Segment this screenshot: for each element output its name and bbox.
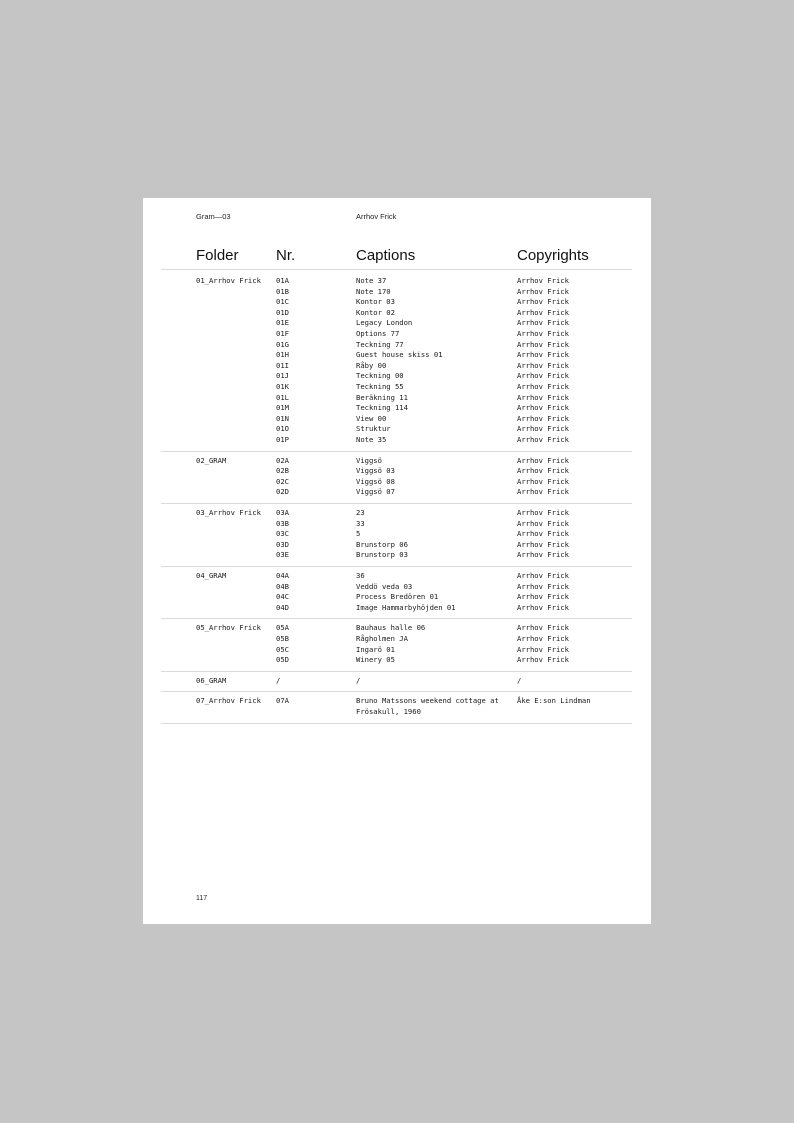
caption-cell: Winery 05 xyxy=(356,655,395,665)
group-divider xyxy=(161,503,632,504)
copyright-cell: Arrhov Frick xyxy=(517,455,569,465)
nr-cell: 02B xyxy=(276,466,289,476)
copyright-cell: Åke E:son Lindman xyxy=(517,696,591,706)
copyright-cell: Arrhov Frick xyxy=(517,424,569,434)
caption-cell: Note 35 xyxy=(356,434,387,444)
table-row xyxy=(143,696,651,717)
caption-cell: Options 77 xyxy=(356,328,400,338)
copyright-cell: Arrhov Frick xyxy=(517,592,569,602)
caption-cell: Veddö veda 03 xyxy=(356,581,413,591)
caption-cell: Process Bredören 01 xyxy=(356,592,439,602)
nr-cell: 01I xyxy=(276,360,289,370)
caption-cell: 33 xyxy=(356,518,365,528)
caption-cell: Kontor 03 xyxy=(356,297,395,307)
nr-cell: 07A xyxy=(276,696,289,706)
running-head-right: Arrhov Frick xyxy=(356,212,397,221)
copyright-cell: / xyxy=(517,675,522,685)
copyright-cell: Arrhov Frick xyxy=(517,487,569,497)
copyright-cell: Arrhov Frick xyxy=(517,571,569,580)
folder-group xyxy=(143,623,651,665)
group-divider xyxy=(161,723,632,724)
caption-cell: Rågholmen JA xyxy=(356,633,408,643)
caption-cell: Kontor 02 xyxy=(356,307,395,317)
table-row xyxy=(143,318,651,329)
nr-cell: 05D xyxy=(276,655,289,665)
caption-cell: Note 170 xyxy=(356,286,391,296)
caption-cell: Teckning 55 xyxy=(356,381,404,391)
table-row xyxy=(143,435,651,446)
caption-cell: Bruno Matssons weekend cottage at Frösakull, 1960 xyxy=(356,696,499,716)
caption-cell: Brunstorp 03 xyxy=(356,550,408,560)
copyright-cell: Arrhov Frick xyxy=(517,276,569,285)
nr-cell: 01F xyxy=(276,328,289,338)
copyright-cell: Arrhov Frick xyxy=(517,529,569,539)
group-divider xyxy=(161,671,632,672)
copyright-cell: Arrhov Frick xyxy=(517,392,569,402)
nr-cell: / xyxy=(276,675,281,685)
nr-cell: 01K xyxy=(276,381,289,391)
folder-cell: 04_GRAM xyxy=(196,571,227,580)
table-row xyxy=(143,623,651,634)
nr-cell: 03C xyxy=(276,529,289,539)
nr-cell: 01J xyxy=(276,371,289,381)
copyright-cell: Arrhov Frick xyxy=(517,381,569,391)
header-folder: Folder xyxy=(196,247,239,264)
caption-cell: 23 xyxy=(356,508,365,517)
copyright-cell: Arrhov Frick xyxy=(517,539,569,549)
nr-cell: 04A xyxy=(276,571,289,580)
copyright-cell: Arrhov Frick xyxy=(517,360,569,370)
folder-cell: 01_Arrhov Frick xyxy=(196,276,261,285)
table-row xyxy=(143,329,651,340)
copyright-cell: Arrhov Frick xyxy=(517,518,569,528)
copyright-cell: Arrhov Frick xyxy=(517,318,569,328)
table-row xyxy=(143,287,651,298)
nr-cell: 04C xyxy=(276,592,289,602)
nr-cell: 01L xyxy=(276,392,289,402)
table-row xyxy=(143,550,651,561)
caption-cell: / xyxy=(356,675,361,685)
folder-group xyxy=(143,571,651,613)
table-row xyxy=(143,382,651,393)
folder-group xyxy=(143,508,651,561)
nr-cell: 01D xyxy=(276,307,289,317)
copyright-cell: Arrhov Frick xyxy=(517,581,569,591)
table-row xyxy=(143,487,651,498)
header-divider xyxy=(161,269,632,270)
copyright-cell: Arrhov Frick xyxy=(517,286,569,296)
running-head-left: Gram—03 xyxy=(196,212,231,221)
nr-cell: 05A xyxy=(276,623,289,633)
table-row xyxy=(143,308,651,319)
caption-cell: 36 xyxy=(356,571,365,580)
folder-group xyxy=(143,276,651,446)
nr-cell: 01O xyxy=(276,424,289,434)
copyright-cell: Arrhov Frick xyxy=(517,466,569,476)
table-row xyxy=(143,634,651,645)
caption-cell: Viggsö 07 xyxy=(356,487,395,497)
folder-cell: 03_Arrhov Frick xyxy=(196,508,261,517)
folder-group xyxy=(143,696,651,717)
nr-cell: 03D xyxy=(276,539,289,549)
caption-cell: Viggsö xyxy=(356,455,382,465)
folder-cell: 02_GRAM xyxy=(196,455,227,465)
copyright-cell: Arrhov Frick xyxy=(517,508,569,517)
caption-cell: Ingarö 01 xyxy=(356,644,395,654)
nr-cell: 04D xyxy=(276,602,289,612)
nr-cell: 02D xyxy=(276,487,289,497)
table-row xyxy=(143,371,651,382)
copyright-cell: Arrhov Frick xyxy=(517,350,569,360)
table-row xyxy=(143,361,651,372)
copyright-cell: Arrhov Frick xyxy=(517,403,569,413)
table-row xyxy=(143,519,651,530)
table-row xyxy=(143,456,651,467)
table-row xyxy=(143,582,651,593)
copyright-cell: Arrhov Frick xyxy=(517,371,569,381)
table-row xyxy=(143,393,651,404)
table-row xyxy=(143,466,651,477)
copyright-cell: Arrhov Frick xyxy=(517,602,569,612)
nr-cell: 01G xyxy=(276,339,289,349)
caption-cell: Guest house skiss 01 xyxy=(356,350,443,360)
header-copyrights: Copyrights xyxy=(517,247,589,264)
caption-cell: Bauhaus halle 06 xyxy=(356,623,426,633)
group-divider xyxy=(161,691,632,692)
table-row xyxy=(143,676,651,687)
group-divider xyxy=(161,618,632,619)
copyright-cell: Arrhov Frick xyxy=(517,550,569,560)
header-captions: Captions xyxy=(356,247,416,264)
table-row xyxy=(143,529,651,540)
caption-cell: Råby 00 xyxy=(356,360,387,370)
caption-cell: Brunstorp 06 xyxy=(356,539,408,549)
caption-cell: Teckning 77 xyxy=(356,339,404,349)
caption-cell: Teckning 114 xyxy=(356,403,408,413)
folder-group xyxy=(143,676,651,687)
copyright-cell: Arrhov Frick xyxy=(517,434,569,444)
table-row xyxy=(143,477,651,488)
caption-cell: Image Hammarbyhöjden 01 xyxy=(356,602,456,612)
table-row xyxy=(143,297,651,308)
page-number: 117 xyxy=(196,895,208,902)
copyright-cell: Arrhov Frick xyxy=(517,623,569,633)
nr-cell: 01E xyxy=(276,318,289,328)
copyright-cell: Arrhov Frick xyxy=(517,307,569,317)
folder-cell: 07_Arrhov Frick xyxy=(196,696,261,706)
folder-cell: 06_GRAM xyxy=(196,675,227,685)
nr-cell: 01C xyxy=(276,297,289,307)
header-nr: Nr. xyxy=(276,247,296,264)
copyright-cell: Arrhov Frick xyxy=(517,413,569,423)
table-row xyxy=(143,540,651,551)
nr-cell: 04B xyxy=(276,581,289,591)
table-row xyxy=(143,403,651,414)
nr-cell: 03B xyxy=(276,518,289,528)
folder-group xyxy=(143,456,651,498)
caption-cell: Legacy London xyxy=(356,318,413,328)
copyright-cell: Arrhov Frick xyxy=(517,297,569,307)
document-page xyxy=(143,198,651,924)
copyright-cell: Arrhov Frick xyxy=(517,339,569,349)
nr-cell: 01N xyxy=(276,413,289,423)
caption-cell: View 00 xyxy=(356,413,387,423)
table-row xyxy=(143,592,651,603)
copyright-cell: Arrhov Frick xyxy=(517,633,569,643)
nr-cell: 05B xyxy=(276,633,289,643)
nr-cell: 01P xyxy=(276,434,289,444)
copyright-cell: Arrhov Frick xyxy=(517,644,569,654)
nr-cell: 05C xyxy=(276,644,289,654)
nr-cell: 01A xyxy=(276,276,289,285)
table-header xyxy=(143,247,651,265)
table-row xyxy=(143,340,651,351)
nr-cell: 01B xyxy=(276,286,289,296)
nr-cell: 01M xyxy=(276,403,289,413)
caption-cell: Teckning 00 xyxy=(356,371,404,381)
caption-cell: Viggsö 08 xyxy=(356,476,395,486)
nr-cell: 02A xyxy=(276,455,289,465)
table-row xyxy=(143,571,651,582)
caption-cell: Beräkning 11 xyxy=(356,392,408,402)
nr-cell: 02C xyxy=(276,476,289,486)
group-divider xyxy=(161,451,632,452)
copyright-cell: Arrhov Frick xyxy=(517,655,569,665)
copyright-cell: Arrhov Frick xyxy=(517,328,569,338)
table-row xyxy=(143,655,651,666)
folder-cell: 05_Arrhov Frick xyxy=(196,623,261,633)
caption-cell: Viggsö 03 xyxy=(356,466,395,476)
table-row xyxy=(143,424,651,435)
copyright-cell: Arrhov Frick xyxy=(517,476,569,486)
group-divider xyxy=(161,566,632,567)
table-row xyxy=(143,414,651,425)
nr-cell: 03A xyxy=(276,508,289,517)
caption-cell: Struktur xyxy=(356,424,391,434)
caption-cell: 5 xyxy=(356,529,361,539)
table-row xyxy=(143,276,651,287)
table-row xyxy=(143,645,651,656)
table-row xyxy=(143,350,651,361)
caption-cell: Note 37 xyxy=(356,276,387,285)
nr-cell: 03E xyxy=(276,550,289,560)
table-row xyxy=(143,508,651,519)
table-row xyxy=(143,603,651,614)
nr-cell: 01H xyxy=(276,350,289,360)
